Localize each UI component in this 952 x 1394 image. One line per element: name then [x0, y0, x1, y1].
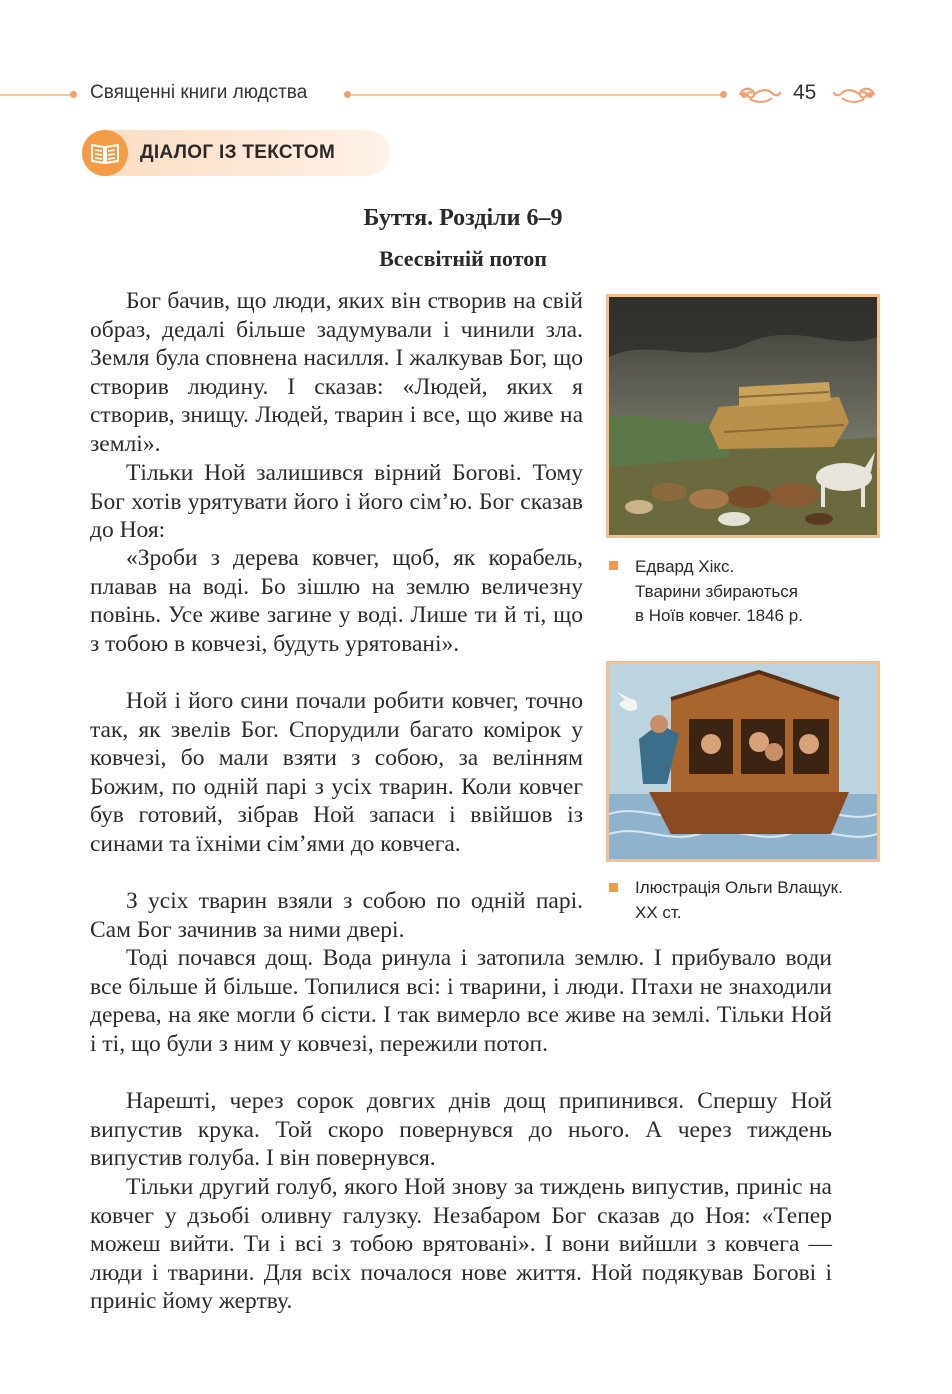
body-paragraph: З усіх тварин взяли з собою по одній парі. Сам Бог зачинив за ними двері. [90, 888, 583, 943]
body-paragraph: Тільки Ной залишився вірний Богові. Тому Бог хотів урятувати його і його сім’ю. Бог сказав до Ноя: [90, 460, 583, 544]
section-icon-badge [82, 130, 128, 176]
running-title: Священні книги людства [90, 82, 308, 103]
section-label: ДІАЛОГ ІЗ ТЕКСТОМ [140, 142, 336, 163]
header-rule-left [0, 94, 72, 96]
caption-line: XX ст. [635, 902, 682, 922]
body-paragraph: Нарешті, через сорок довгих днів дощ припинився. Спершу Ной випустив крука. Той скоро повернувся до нього. А через тиждень випустив голуба. І він повернувся. [90, 1088, 832, 1172]
caption-vlashchuk [635, 876, 843, 925]
caption-line: Тварини збираються [635, 581, 798, 601]
open-book-icon [82, 130, 128, 176]
body-paragraph: Бог бачив, що люди, яких він створив на свій образ, дедалі більше задумували і чинили зла. Земля була сповнена насилля. І жалкував Бог, що створив людину. І сказав: «Людей, яких я створив, знищу. Людей, тварин і все, що живе на землі». [90, 288, 583, 457]
caption-line: Едвард Хікс. [635, 557, 735, 576]
caption-line: в Ноїв ковчег. 1846 р. [635, 606, 803, 625]
body-paragraph: «Зроби з дерева ковчег, щоб, як корабель, плавав на воді. Бо зішлю на землю величезну повінь. Усе живе загине у воді. Лише ти й ті, що з тобою в ковчезі, будуть урятовані». [90, 545, 583, 657]
header-rule-dot [70, 91, 77, 98]
ornament-left-icon [736, 83, 782, 107]
body-paragraph: Тоді почався дощ. Вода ринула і затопила землю. І прибувало води все більше й більше. Топилися всі: і тварини, і люди. Птахи не знаходили дерева, на яке могли б сісти. І так вимерло все живе на землі. Тільки Ной і ті, що були з ним у ковчезі, пережили потоп. [90, 945, 832, 1057]
page-number: 45 [793, 81, 817, 104]
caption-bullet [609, 883, 618, 892]
ornament-right-icon [832, 83, 878, 107]
caption-line: Ілюстрація Ольги Влащук. [635, 878, 843, 897]
chapter-subtitle: Всесвітній потоп [379, 246, 547, 271]
body-paragraph: Тільки другий голуб, якого Ной знову за тиждень випустив, приніс на ковчег у дзьобі оливну галузку. Незабаром Бог сказав до Ноя: «Тепер можеш вийти. Ти і всі з тобою врятовані». І вони вийшли з ковчега — люди і тварини. Для всіх почалося нове життя. Ной подякував Богові і приніс йому жертву. [90, 1174, 832, 1315]
painting-hicks [606, 294, 880, 538]
illustration-vlashchuk [606, 661, 880, 862]
header-rule-dot [344, 91, 351, 98]
caption-bullet [609, 561, 618, 570]
header-rule-right [351, 94, 723, 96]
caption-hicks [635, 555, 803, 629]
chapter-title: Буття. Розділи 6–9 [363, 205, 563, 231]
header-rule-dot [720, 91, 727, 98]
body-paragraph: Ной і його сини почали робити ковчег, точно так, як звелів Бог. Спорудили багато комірок у ковчезі, бо мали взяти з собою, за велінням Божим, по одній парі з усіх тварин. Коли ковчег був готовий, зібрав Ной запаси і ввійшов із синами та їхніми сім’ями до ковчега. [90, 688, 583, 857]
